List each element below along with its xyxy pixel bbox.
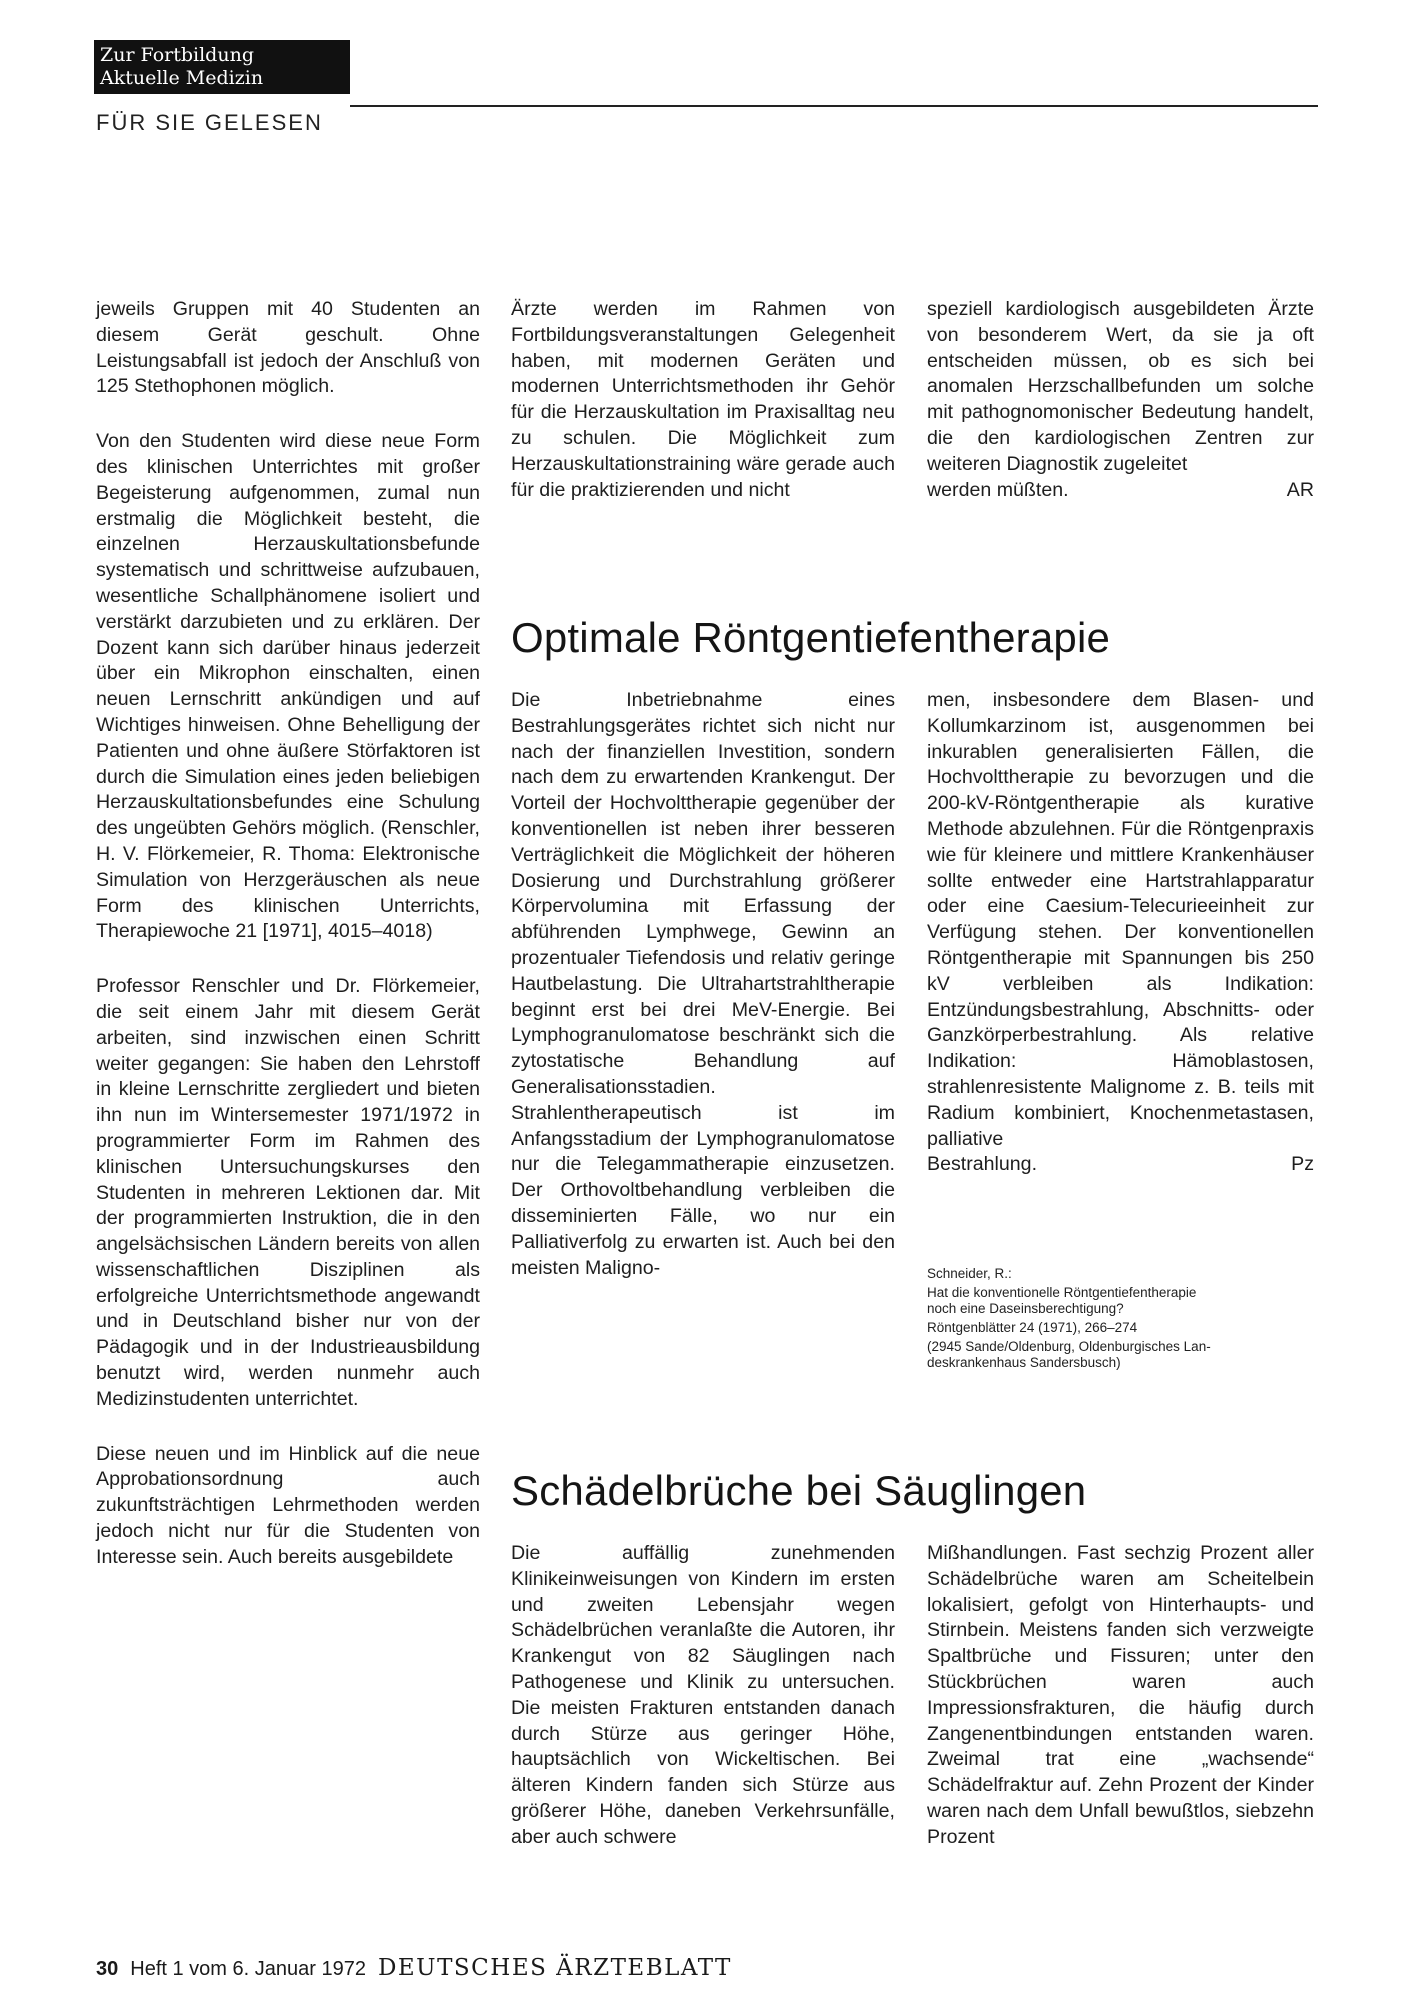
article1-column-1	[96, 297, 480, 1571]
section-heading: FÜR SIE GELESEN	[96, 110, 323, 135]
article2-column-2	[927, 688, 1314, 1178]
page-number: 30	[96, 1958, 119, 1980]
article2-paragraph: Die Inbetriebnahme eines Bestrahlungsgerätes richtet sich nicht nur nach der finanziellen Investition, sondern nach dem zu erwartenden Krankengut. Der Vorteil der Hochvolttherapie gegenüber der konventionellen ist neben ihrer besseren Verträglichkeit die Möglichkeit der höheren Dosierung und Durchstrahlung größerer Körpervolumina mit Erfassung der abführenden Lymphwege, Gewinn an prozentualer Tiefendosis und relativ geringe Hautbelastung. Die Ultrahartstrahltherapie beginnt erst bei drei MeV-Energie. Bei Lymphogranulomatose beschränkt sich die zytostatische Behandlung auf Generalisationsstadien. Strahlentherapeutisch ist im Anfangsstadium der Lymphogranulomatose nur die Telegammatherapie einzusetzen. Der Orthovoltbehandlung verbleiben die disseminierten Fälle, wo nur ein Palliativerfolg zu erwarten ist. Auch bei den meisten Maligno-	[511, 689, 895, 1279]
article2-column-1	[511, 688, 895, 1281]
article1-paragraph: Ärzte werden im Rahmen von Fortbildungsveranstaltungen Gelegenheit haben, mit modernen Geräten und modernen Unterrichtsmethoden ihr Gehör für die Herzauskultation im Praxisalltag neu zu schulen. Die Möglichkeit zum Herzauskultationstraining wäre gerade auch für die praktizierenden und nicht	[511, 298, 895, 501]
article2-author-initials: Pz	[1291, 1153, 1314, 1176]
article2-title: Optimale Röntgentiefentherapie	[511, 614, 1111, 661]
article3-title: Schädelbrüche bei Säuglingen	[511, 1467, 1087, 1514]
article2-reference	[927, 1266, 1314, 1371]
article1-paragraph: jeweils Gruppen mit 40 Studenten an diesem Gerät geschult. Ohne Leistungsabfall ist jedoch der Anschluß von 125 Stethophonen möglich.	[96, 298, 480, 398]
article2-last-words: Bestrahlung.	[927, 1153, 1038, 1176]
header-rule	[350, 105, 1318, 107]
article1-end-line	[927, 478, 1314, 504]
reference-author: Schneider, R.:	[927, 1266, 1012, 1281]
page-footer	[96, 1955, 732, 1981]
article3-paragraph: Die auffällig zunehmenden Klinikeinweisungen von Kindern im ersten und zweiten Lebensjahr wegen Schädelbrüchen veranlaßte die Autoren, ihr Krankengut von 82 Säuglingen nach Pathogenese und Klinik zu untersuchen. Die meisten Frakturen entstanden danach durch Stürze aus geringer Höhe, hauptsächlich von Wickeltischen. Bei älteren Kindern fanden sich Stürze aus größerer Höhe, daneben Verkehrsunfälle, aber auch schwere	[511, 1542, 895, 1848]
article2-end-line	[927, 1152, 1314, 1178]
article1-paragraph: Professor Renschler und Dr. Flörkemeier, die seit einem Jahr mit diesem Gerät arbeiten, sind inzwischen einen Schritt weiter gegangen: Sie haben den Lehrstoff in kleine Lernschritte zergliedert und bieten ihn nun im Wintersemester 1971/1972 in programmierter Form im Rahmen des klinischen Untersuchungskurses den Studenten in mehreren Lektionen dar. Mit der programmierten Instruktion, die in den angelsächsischen Ländern bereits von allen wissenschaftlichen Disziplinen als erfolgreiche Unterrichtsmethode angewandt und in Deutschland bisher nur von der Pädagogik und in der Industrieausbildung benutzt wird, werden nunmehr auch Medizinstudenten unterrichtet.	[96, 975, 480, 1410]
issue-info: Heft 1 vom 6. Januar 1972	[130, 1958, 366, 1980]
article1-column-3	[927, 297, 1314, 503]
reference-journal: Röntgenblätter 24 (1971), 266–274	[927, 1320, 1138, 1335]
article2-paragraph	[927, 688, 1314, 1152]
section-label-line2: Aktuelle Medizin	[100, 67, 264, 89]
reference-address-line: deskrankenhaus Sandersbusch)	[927, 1355, 1121, 1370]
article1-paragraph: Diese neuen und im Hinblick auf die neue Approbationsordnung auch zukunftsträchtigen Lehrmethoden werden jedoch nicht nur für die Studenten von Interesse sein. Auch bereits ausgebildete	[96, 1442, 480, 1568]
article3-column-1	[511, 1541, 895, 1851]
article3-column-2	[927, 1541, 1314, 1851]
article1-text: speziell kardiologisch ausgebildeten Ärzte von besonderem Wert, da sie ja oft entscheiden müssen, ob es sich bei anomalen Herzschallbefunden um solche mit pathognomonischer Bedeutung handelt, die den kardiologischen Zentren zur weiteren Diagnostik zugeleitet	[927, 298, 1314, 475]
article2-text: men, insbesondere dem Blasen- und Kollumkarzinom ist, ausgenommen bei inkurablen generalisierten Fällen, die Hochvolttherapie zu bevorzugen und die 200-kV-Röntgentherapie als kurative Methode abzulehnen. Für die Röntgenpraxis wie für kleinere und mittlere Krankenhäuser sollte entweder eine Hartstrahlapparatur oder eine Caesium-Telecurieeinheit zur Verfügung stehen. Der konventionellen Röntgentherapie mit Spannungen bis 250 kV verbleiben als Indikation: Entzündungsbestrahlung, Abschnitts- oder Ganzkörperbestrahlung. Als relative Indikation: Hämoblastosen, strahlenresistente Malignome z. B. teils mit Radium kombiniert, Knochenmetastasen, palliative	[927, 689, 1314, 1150]
reference-address-line: (2945 Sande/Oldenburg, Oldenburgisches Lan-	[927, 1339, 1211, 1354]
article1-column-2	[511, 297, 895, 503]
article1-last-words: werden müßten.	[927, 478, 1069, 501]
reference-title-line: Hat die konventionelle Röntgentiefentherapie	[927, 1285, 1197, 1300]
article1-author-initials: AR	[1286, 478, 1314, 501]
reference-title-line: noch eine Daseinsberechtigung?	[927, 1301, 1124, 1316]
magazine-name: DEUTSCHES ÄRZTEBLATT	[377, 1955, 732, 1981]
article1-paragraph	[927, 297, 1314, 478]
article3-paragraph: Mißhandlungen. Fast sechzig Prozent aller Schädelbrüche waren am Scheitelbein lokalisiert, gefolgt von Hinterhaupts- und Stirnbein. Meistens fanden sich verzweigte Spaltbrüche und Fissuren; unter den Stückbrüchen waren auch Impressionsfrakturen, die häufig durch Zangenentbindungen entstanden waren. Zweimal trat eine „wachsende“ Schädelfraktur auf. Zehn Prozent der Kinder waren nach dem Unfall bewußtlos, siebzehn Prozent	[927, 1542, 1314, 1848]
section-label-line1: Zur Fortbildung	[100, 44, 254, 66]
section-label-box	[94, 40, 350, 94]
article1-paragraph: Von den Studenten wird diese neue Form des klinischen Unterrichtes mit großer Begeisterung aufgenommen, zumal nun erstmalig die Möglichkeit besteht, die einzelnen Herzauskultationsbefunde systematisch und schrittweise aufzubauen, wesentliche Schallphänomene isoliert und verstärkt darzubieten und zu erklären. Der Dozent kann sich darüber hinaus jederzeit über ein Mikrophon einschalten, einen neuen Lernschritt ankündigen und auf Wichtiges hinweisen. Ohne Behelligung der Patienten und ohne äußere Störfaktoren ist durch die Simulation eines jeden beliebigen Herzauskultationsbefundes eine Schulung des ungeübten Gehörs möglich. (Renschler, H. V. Flörkemeier, R. Thoma: Elektronische Simulation von Herzgeräuschen als neue Form des klinischen Unterrichts, Therapiewoche 21 [1971], 4015–4018)	[96, 430, 480, 943]
